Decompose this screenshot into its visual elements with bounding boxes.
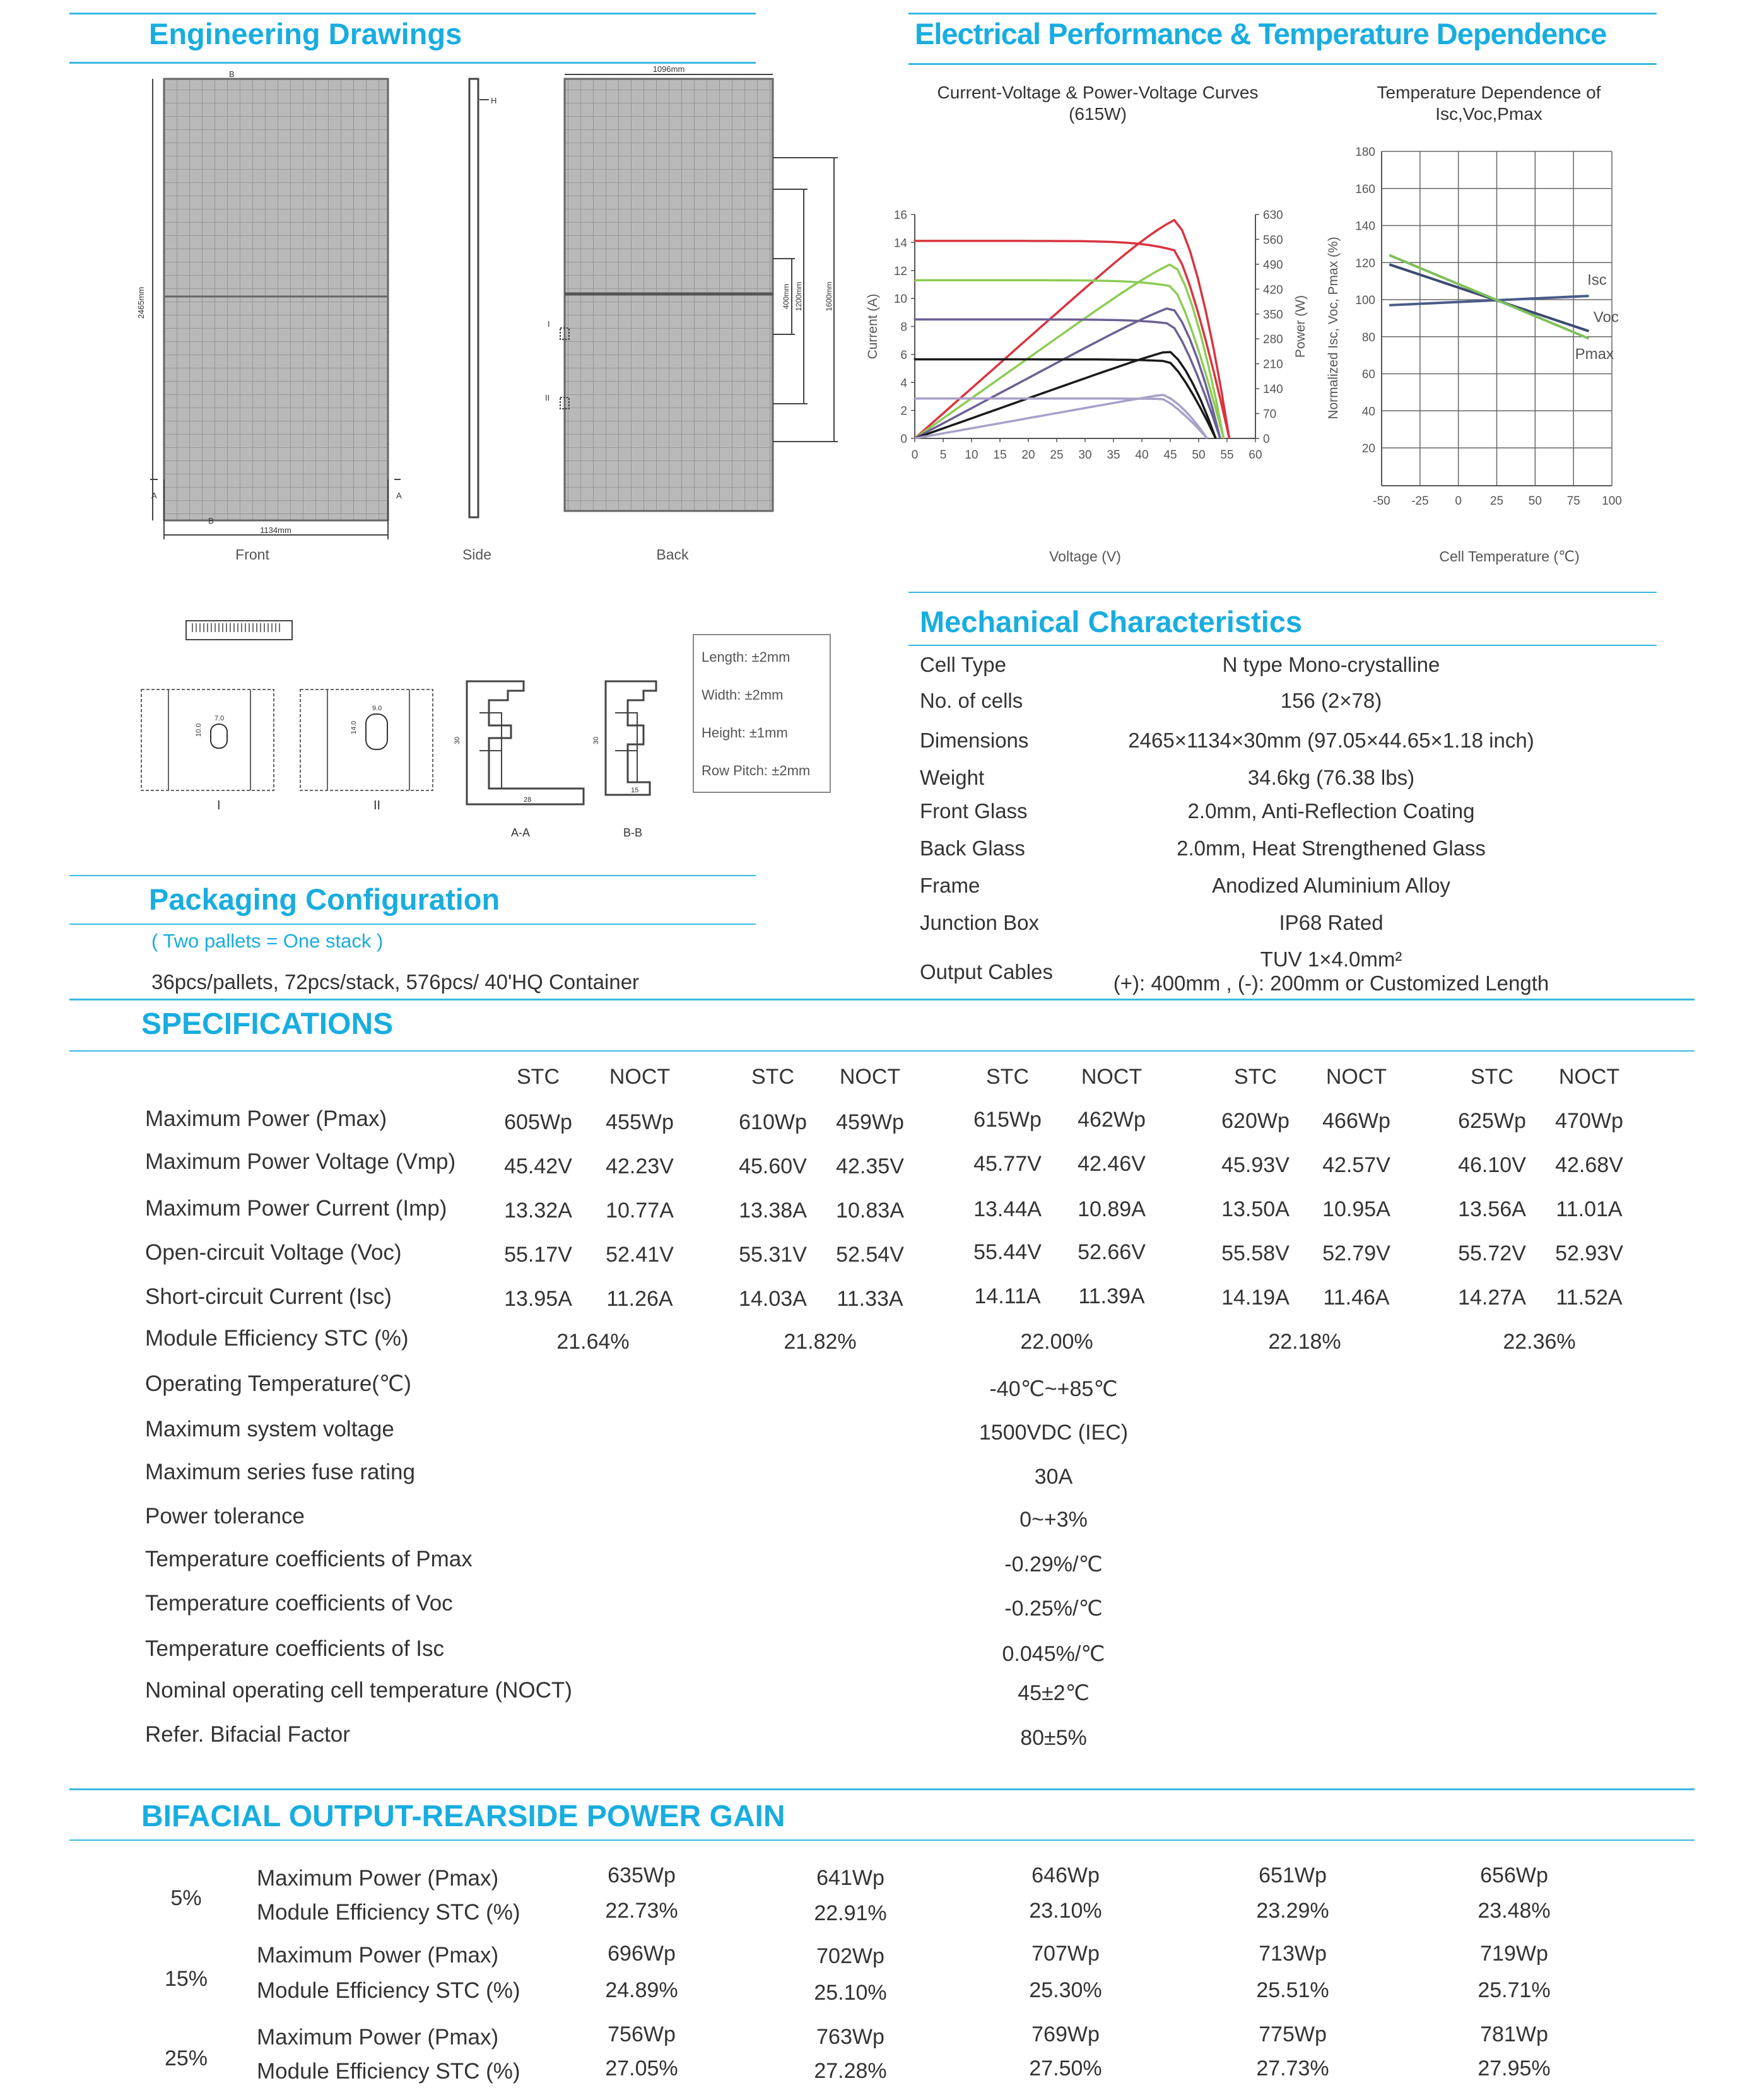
spec-value-bifacial-factor: 80±5% xyxy=(1020,1726,1087,1750)
detail-label-ii: II xyxy=(373,799,381,812)
bifacial-cell: 707Wp xyxy=(1031,1942,1100,1966)
bifacial-cell: 25.10% xyxy=(814,1981,887,2005)
packaging-detail: 36pcs/pallets, 72pcs/stack, 576pcs/ 40'HQ Container xyxy=(151,970,640,994)
section-title-specifications: SPECIFICATIONS xyxy=(141,1007,394,1041)
dim-1200: 1200mm xyxy=(794,281,803,312)
bifacial-cell: 763Wp xyxy=(816,2025,884,2049)
iv-y2-tick-label: 560 xyxy=(1263,233,1283,247)
iv-x-tick-label: 40 xyxy=(1135,449,1149,462)
temp-x-tick-label: 0 xyxy=(1455,495,1462,508)
iv-y-tick-label: 0 xyxy=(900,433,907,446)
mech-value-junction-box: IP68 Rated xyxy=(1279,911,1384,934)
bifacial-cell: 696Wp xyxy=(608,1942,676,1966)
spec-cell: 10.77A xyxy=(606,1199,674,1223)
spec-value-coef-isc: 0.045%/℃ xyxy=(1002,1642,1105,1666)
spec-cell: 13.50A xyxy=(1221,1197,1290,1221)
label-front: Front xyxy=(235,546,269,563)
bifacial-cell: 27.05% xyxy=(605,2056,678,2080)
col-noct-4: NOCT xyxy=(1325,1065,1387,1089)
marker-b-top: B xyxy=(229,69,235,79)
label-back: Back xyxy=(656,546,689,563)
bifacial-label-power: Maximum Power (Pmax) xyxy=(257,1943,499,1968)
iv-x-tick-label: 55 xyxy=(1220,449,1234,462)
bifacial-cell: 27.73% xyxy=(1256,2056,1329,2080)
section-title-engineering: Engineering Drawings xyxy=(149,17,462,50)
col-noct-2: NOCT xyxy=(839,1065,901,1089)
iv-y2-axis-label: Power (W) xyxy=(1293,295,1308,358)
spec-cell: 462Wp xyxy=(1078,1108,1146,1132)
rule-specs-top xyxy=(69,999,1695,1000)
temperature-chart xyxy=(1319,139,1684,568)
rule-bifacial-top xyxy=(69,1788,1695,1790)
bifacial-cell: 27.50% xyxy=(1029,2056,1102,2080)
frame-sections xyxy=(454,675,669,845)
spec-value-coef-voc: -0.25%/℃ xyxy=(1004,1597,1103,1621)
temp-legend-isc: Isc xyxy=(1587,271,1607,289)
temp-x-tick-label: 50 xyxy=(1528,495,1542,508)
col-stc-3: STC xyxy=(986,1065,1029,1089)
iv-y-tick-label: 6 xyxy=(900,348,907,362)
temp-y-tick-label: 160 xyxy=(1355,182,1375,196)
iv-x-tick-label: 30 xyxy=(1078,449,1092,462)
rule-packaging-top xyxy=(69,875,756,876)
spec-value-system-voltage: 1500VDC (IEC) xyxy=(978,1421,1129,1445)
spec-cell: 42.35V xyxy=(836,1154,904,1178)
spec-cell: 10.83A xyxy=(836,1199,904,1223)
spec-label-pmax: Maximum Power (Pmax) xyxy=(145,1106,387,1131)
temp-y-tick-label: 120 xyxy=(1355,257,1375,271)
col-noct-1: NOCT xyxy=(609,1065,671,1089)
bifacial-gain: 5% xyxy=(170,1886,202,1910)
temp-y-tick-label: 20 xyxy=(1361,442,1375,455)
marker-i: I xyxy=(548,319,550,329)
pv-curve-5 xyxy=(915,395,1207,438)
bifacial-cell: 23.48% xyxy=(1478,1899,1551,1923)
spec-efficiency-cell: 22.36% xyxy=(1503,1330,1576,1354)
spec-cell: 45.93V xyxy=(1221,1153,1290,1177)
bifacial-cell: 702Wp xyxy=(816,1944,884,1968)
bb-height: 30 xyxy=(592,736,600,744)
iv-x-tick-label: 20 xyxy=(1021,449,1035,462)
spec-cell: 45.77V xyxy=(973,1152,1042,1176)
dim-400: 400mm xyxy=(782,283,790,310)
temp-y-tick-label: 140 xyxy=(1355,220,1375,233)
temp-y-axis-label: Normalized Isc, Voc, Pmax (%) xyxy=(1326,237,1341,419)
hole-i-width: 7.0 xyxy=(214,715,225,722)
spec-label-coef-pmax: Temperature coefficients of Pmax xyxy=(145,1547,473,1571)
aa-width: 28 xyxy=(524,796,532,804)
spec-cell: 52.54V xyxy=(836,1243,904,1267)
iv-y-tick-label: 8 xyxy=(900,320,907,334)
spec-cell: 55.17V xyxy=(504,1243,572,1267)
marker-h: H xyxy=(491,96,497,105)
rule-mech-top xyxy=(908,592,1657,593)
spec-cell: 42.46V xyxy=(1078,1152,1146,1176)
spec-cell: 466Wp xyxy=(1322,1109,1390,1133)
iv-x-tick-label: 50 xyxy=(1192,449,1206,462)
spec-cell: 625Wp xyxy=(1458,1109,1526,1133)
bifacial-cell: 25.51% xyxy=(1256,1978,1329,2002)
spec-cell: 42.57V xyxy=(1322,1153,1390,1177)
marker-ii: II xyxy=(545,393,550,402)
spec-label-imp: Maximum Power Current (Imp) xyxy=(145,1196,447,1221)
temp-chart-title: Temperature Dependence of Isc,Voc,Pmax xyxy=(1377,83,1601,124)
tolerance-height: Height: ±1mm xyxy=(702,725,788,741)
iv-y-axis-label: Current (A) xyxy=(866,293,880,360)
mech-value-front-glass: 2.0mm, Anti-Reflection Coating xyxy=(1187,799,1475,823)
spec-label-coef-isc: Temperature coefficients of Isc xyxy=(145,1636,445,1661)
spec-label-voc: Open-circuit Voltage (Voc) xyxy=(145,1240,402,1265)
bifacial-cell: 651Wp xyxy=(1259,1863,1327,1887)
col-stc-5: STC xyxy=(1471,1065,1513,1089)
mech-label-junction-box: Junction Box xyxy=(920,911,1039,934)
bifacial-cell: 646Wp xyxy=(1031,1863,1100,1887)
spec-value-noct: 45±2℃ xyxy=(1018,1681,1090,1705)
tolerance-length: Length: ±2mm xyxy=(702,649,790,665)
temp-x-tick-label: 100 xyxy=(1602,495,1622,508)
bifacial-cell: 635Wp xyxy=(608,1863,676,1887)
tolerance-row-pitch: Row Pitch: ±2mm xyxy=(702,763,811,778)
iv-y-tick-label: 2 xyxy=(900,404,907,418)
spec-cell: 45.42V xyxy=(504,1154,572,1178)
iv-y-tick-label: 16 xyxy=(893,209,907,222)
spec-efficiency-cell: 22.00% xyxy=(1020,1330,1093,1354)
iv-chart xyxy=(864,196,1308,568)
col-noct-3: NOCT xyxy=(1081,1065,1143,1089)
spec-label-tolerance: Power tolerance xyxy=(145,1504,305,1528)
iv-y2-tick-label: 630 xyxy=(1263,209,1283,222)
col-stc-4: STC xyxy=(1234,1065,1277,1089)
mech-value-output-cables-2: (+): 400mm , (-): 200mm or Customized Length xyxy=(1113,971,1549,995)
spec-cell: 55.58V xyxy=(1221,1241,1290,1265)
spec-value-operating-temp: -40℃~+85℃ xyxy=(989,1377,1118,1401)
bifacial-cell: 22.91% xyxy=(814,1901,887,1925)
section-label-bb: B-B xyxy=(623,826,643,839)
side-profile xyxy=(469,79,478,517)
iv-x-tick-label: 0 xyxy=(911,449,919,462)
spec-cell: 13.32A xyxy=(504,1199,572,1223)
temp-x-tick-label: -50 xyxy=(1373,495,1390,508)
front-panel xyxy=(164,79,388,520)
temp-legend-pmax: Pmax xyxy=(1575,346,1614,363)
bifacial-cell: 22.73% xyxy=(605,1899,678,1923)
bifacial-cell: 769Wp xyxy=(1031,2022,1100,2046)
spec-cell: 55.31V xyxy=(739,1243,807,1267)
mech-label-output-cables: Output Cables xyxy=(920,960,1053,983)
spec-cell: 620Wp xyxy=(1221,1109,1290,1133)
hole-ii-height: 14.0 xyxy=(350,720,358,734)
spec-value-coef-pmax: -0.29%/℃ xyxy=(1004,1552,1103,1576)
bifacial-cell: 27.28% xyxy=(814,2059,887,2083)
spec-label-system-voltage: Maximum system voltage xyxy=(145,1417,394,1441)
spec-cell: 455Wp xyxy=(606,1110,674,1134)
junction-strip xyxy=(185,619,295,645)
spec-cell: 10.95A xyxy=(1322,1197,1390,1221)
rule-electrical xyxy=(908,63,1657,65)
iv-y-tick-label: 4 xyxy=(900,377,907,390)
temp-legend-voc: Voc xyxy=(1593,308,1619,326)
spec-cell: 55.72V xyxy=(1458,1241,1526,1265)
iv-x-tick-label: 15 xyxy=(993,449,1007,462)
spec-cell: 42.68V xyxy=(1555,1153,1623,1177)
dim-1600: 1600mm xyxy=(825,281,833,312)
packaging-note: ( Two pallets = One stack ) xyxy=(151,930,384,952)
bifacial-cell: 641Wp xyxy=(816,1866,884,1890)
rule-top-right xyxy=(908,13,1657,15)
iv-y2-tick-label: 210 xyxy=(1263,358,1283,372)
iv-y-tick-label: 10 xyxy=(893,293,907,307)
spec-label-isc: Short-circuit Current (Isc) xyxy=(145,1284,392,1309)
temp-y-tick-label: 100 xyxy=(1355,294,1375,307)
bifacial-gain: 15% xyxy=(164,1967,208,1991)
iv-y2-tick-label: 420 xyxy=(1263,283,1283,297)
spec-label-operating-temp: Operating Temperature(℃) xyxy=(145,1371,411,1396)
bifacial-label-efficiency: Module Efficiency STC (%) xyxy=(257,1900,520,1925)
spec-label-fuse: Maximum series fuse rating xyxy=(145,1460,415,1484)
detail-label-i: I xyxy=(217,799,221,812)
bifacial-label-efficiency: Module Efficiency STC (%) xyxy=(257,1978,520,2003)
spec-label-coef-voc: Temperature coefficients of Voc xyxy=(145,1591,453,1616)
spec-cell: 13.95A xyxy=(504,1287,572,1311)
spec-cell: 13.38A xyxy=(739,1199,807,1223)
spec-cell: 52.79V xyxy=(1322,1241,1390,1265)
mech-label-back-glass: Back Glass xyxy=(920,836,1025,860)
spec-cell: 13.56A xyxy=(1458,1197,1526,1221)
temp-y-tick-label: 40 xyxy=(1361,405,1375,419)
mech-value-dimensions: 2465×1134×30mm (97.05×44.65×1.18 inch) xyxy=(1128,729,1534,752)
bifacial-label-efficiency: Module Efficiency STC (%) xyxy=(257,2059,520,2084)
spec-cell: 14.03A xyxy=(739,1287,807,1311)
spec-cell: 14.11A xyxy=(974,1284,1041,1308)
spec-cell: 11.01A xyxy=(1556,1197,1623,1221)
hole-details xyxy=(140,688,443,820)
spec-cell: 52.41V xyxy=(606,1243,674,1267)
bifacial-label-power: Maximum Power (Pmax) xyxy=(257,1866,499,1891)
engineering-drawings xyxy=(126,63,839,568)
spec-cell: 470Wp xyxy=(1555,1109,1623,1133)
mech-label-cell-type: Cell Type xyxy=(920,653,1006,676)
iv-y2-tick-label: 280 xyxy=(1263,333,1283,347)
iv-x-tick-label: 5 xyxy=(939,449,947,462)
label-side: Side xyxy=(462,546,492,563)
iv-x-tick-label: 45 xyxy=(1163,449,1177,462)
iv-curve-5 xyxy=(915,399,1207,438)
iv-y-tick-label: 14 xyxy=(893,237,907,250)
bifacial-cell: 23.29% xyxy=(1256,1899,1329,1923)
temp-y-tick-label: 180 xyxy=(1355,146,1375,159)
tolerance-box xyxy=(693,634,831,793)
spec-cell: 10.89A xyxy=(1078,1197,1146,1221)
col-stc-2: STC xyxy=(751,1065,794,1089)
temp-x-tick-label: -25 xyxy=(1411,495,1429,508)
iv-y-tick-label: 12 xyxy=(893,264,907,278)
aa-height: 30 xyxy=(454,736,461,744)
iv-y2-tick-label: 140 xyxy=(1263,383,1283,397)
temp-x-tick-label: 25 xyxy=(1489,495,1504,508)
col-noct-5: NOCT xyxy=(1558,1065,1620,1089)
spec-cell: 55.44V xyxy=(973,1240,1042,1264)
spec-cell: 52.66V xyxy=(1078,1240,1146,1264)
section-label-aa: A-A xyxy=(511,826,531,839)
spec-efficiency-cell: 21.82% xyxy=(784,1330,857,1354)
spec-cell: 11.33A xyxy=(837,1287,903,1311)
marker-a-right: A xyxy=(396,491,402,500)
bifacial-label-power: Maximum Power (Pmax) xyxy=(257,2025,499,2050)
mech-label-front-glass: Front Glass xyxy=(920,799,1028,823)
bifacial-gain: 25% xyxy=(164,2046,208,2070)
spec-cell: 11.46A xyxy=(1323,1286,1390,1310)
mech-value-cells: 156 (2×78) xyxy=(1280,689,1382,712)
spec-efficiency-cell: 22.18% xyxy=(1268,1330,1341,1354)
mech-value-cell-type: N type Mono-crystalline xyxy=(1222,653,1440,676)
spec-cell: 46.10V xyxy=(1458,1153,1526,1177)
spec-value-tolerance: 0~+3% xyxy=(1019,1508,1088,1532)
spec-cell: 42.23V xyxy=(606,1154,674,1178)
section-title-mechanical: Mechanical Characteristics xyxy=(920,605,1303,638)
spec-label-vmp: Maximum Power Voltage (Vmp) xyxy=(145,1149,456,1174)
spec-cell: 11.52A xyxy=(1556,1286,1623,1310)
hole-ii-width: 9.0 xyxy=(372,705,382,712)
bifacial-cell: 25.71% xyxy=(1478,1978,1551,2002)
spec-cell: 13.44A xyxy=(973,1197,1042,1221)
bifacial-cell: 719Wp xyxy=(1480,1942,1548,1966)
rule-bifacial xyxy=(69,1839,1695,1841)
rule-top-left xyxy=(69,13,756,15)
mech-label-frame: Frame xyxy=(920,874,980,897)
spec-cell: 11.39A xyxy=(1078,1284,1145,1308)
temp-x-axis-label: Cell Temperature (℃) xyxy=(1439,548,1580,565)
rule-mechanical xyxy=(908,645,1657,646)
mech-label-weight: Weight xyxy=(920,766,985,789)
rule-packaging xyxy=(69,924,756,925)
iv-x-tick-label: 25 xyxy=(1050,449,1064,462)
marker-a-left: A xyxy=(151,491,157,500)
bifacial-cell: 23.10% xyxy=(1029,1899,1102,1923)
spec-label-efficiency: Module Efficiency STC (%) xyxy=(145,1326,409,1351)
spec-label-noct: Nominal operating cell temperature (NOCT) xyxy=(145,1678,572,1703)
hole-i-height: 10.0 xyxy=(195,723,203,737)
spec-cell: 52.93V xyxy=(1555,1241,1623,1265)
spec-cell: 14.27A xyxy=(1458,1286,1526,1310)
mech-value-output-cables: TUV 1×4.0mm² xyxy=(1260,947,1402,971)
iv-y2-tick-label: 490 xyxy=(1263,258,1283,272)
spec-cell: 45.60V xyxy=(739,1154,807,1178)
temp-y-tick-label: 80 xyxy=(1361,331,1375,344)
section-title-electrical: Electrical Performance & Temperature Dependence xyxy=(915,17,1607,50)
temp-x-tick-label: 75 xyxy=(1566,495,1580,508)
iv-chart-title: Current-Voltage & Power-Voltage Curves (615W) xyxy=(937,83,1259,124)
spec-cell: 610Wp xyxy=(739,1110,807,1134)
bifacial-cell: 24.89% xyxy=(605,1978,678,2002)
bifacial-cell: 756Wp xyxy=(608,2022,676,2046)
bifacial-cell: 775Wp xyxy=(1259,2022,1327,2046)
spec-cell: 11.26A xyxy=(606,1287,673,1311)
spec-cell: 459Wp xyxy=(836,1110,904,1134)
spec-label-bifacial-factor: Refer. Bifacial Factor xyxy=(145,1722,350,1747)
iv-y2-tick-label: 70 xyxy=(1263,408,1277,421)
mech-value-frame: Anodized Aluminium Alloy xyxy=(1212,874,1450,897)
mech-label-dimensions: Dimensions xyxy=(920,729,1029,752)
pv-curve-2 xyxy=(915,265,1224,439)
spec-efficiency-cell: 21.64% xyxy=(556,1330,630,1354)
iv-y2-tick-label: 350 xyxy=(1263,308,1283,322)
bifacial-cell: 713Wp xyxy=(1259,1942,1327,1966)
temp-y-tick-label: 60 xyxy=(1361,368,1375,382)
spec-cell: 615Wp xyxy=(973,1108,1042,1132)
bifacial-cell: 781Wp xyxy=(1480,2022,1548,2046)
section-title-packaging: Packaging Configuration xyxy=(149,883,500,916)
dim-width: 1134mm xyxy=(260,525,291,535)
bifacial-cell: 27.95% xyxy=(1478,2056,1551,2080)
spec-cell: 605Wp xyxy=(504,1110,572,1134)
tolerance-width: Width: ±2mm xyxy=(702,687,784,703)
iv-x-tick-label: 10 xyxy=(965,449,978,462)
iv-x-tick-label: 35 xyxy=(1107,449,1120,462)
mech-label-cells: No. of cells xyxy=(920,689,1023,712)
bifacial-cell: 25.30% xyxy=(1029,1978,1102,2002)
iv-curve-3 xyxy=(915,319,1220,438)
marker-b-bottom: B xyxy=(208,516,214,525)
iv-y2-tick-label: 0 xyxy=(1263,433,1270,446)
dim-height: 2465mm xyxy=(136,286,146,319)
col-stc-1: STC xyxy=(517,1065,560,1089)
dim-back-width: 1096mm xyxy=(652,64,685,74)
rule-specs xyxy=(69,1050,1695,1052)
iv-x-axis-label: Voltage (V) xyxy=(1049,548,1121,565)
iv-x-tick-label: 60 xyxy=(1249,449,1262,462)
spec-cell: 14.19A xyxy=(1221,1286,1290,1310)
bb-width: 15 xyxy=(631,787,639,794)
mech-value-weight: 34.6kg (76.38 lbs) xyxy=(1247,766,1415,789)
mech-value-back-glass: 2.0mm, Heat Strengthened Glass xyxy=(1177,836,1486,860)
spec-value-fuse: 30A xyxy=(1034,1465,1073,1489)
section-title-bifacial: BIFACIAL OUTPUT-REARSIDE POWER GAIN xyxy=(141,1800,785,1833)
pv-curve-4 xyxy=(915,352,1216,438)
bifacial-cell: 656Wp xyxy=(1480,1863,1548,1887)
